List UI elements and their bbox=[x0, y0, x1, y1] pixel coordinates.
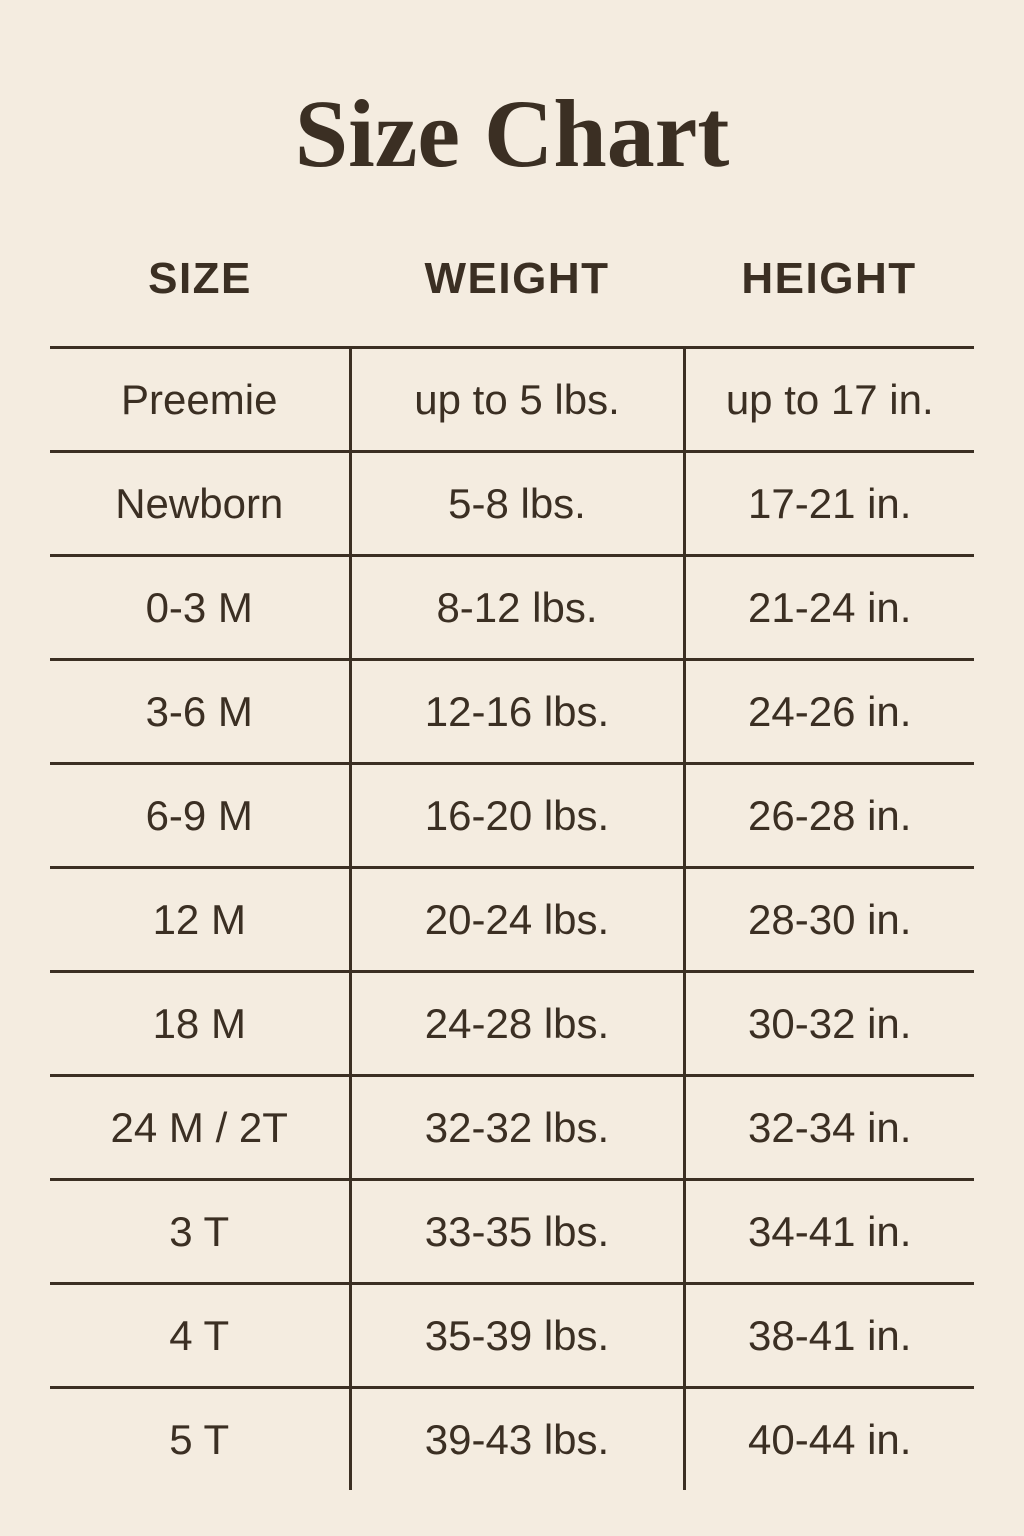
table-row bbox=[50, 1284, 974, 1388]
table-row bbox=[50, 660, 974, 764]
table-body bbox=[50, 348, 974, 1491]
cell-height: up to 17 in. bbox=[684, 348, 974, 452]
cell-height: 24-26 in. bbox=[684, 660, 974, 764]
cell-weight: 16-20 lbs. bbox=[350, 764, 684, 868]
table-row bbox=[50, 972, 974, 1076]
cell-height: 34-41 in. bbox=[684, 1180, 974, 1284]
cell-weight: 24-28 lbs. bbox=[350, 972, 684, 1076]
cell-weight: 12-16 lbs. bbox=[350, 660, 684, 764]
column-header-size: SIZE bbox=[148, 254, 252, 303]
cell-size: 3 T bbox=[50, 1180, 350, 1284]
cell-height: 40-44 in. bbox=[748, 1415, 912, 1463]
cell-weight: 35-39 lbs. bbox=[350, 1284, 684, 1388]
table-row bbox=[50, 556, 974, 660]
cell-height: 38-41 in. bbox=[684, 1284, 974, 1388]
table-row bbox=[50, 1076, 974, 1180]
cell-weight: 32-32 lbs. bbox=[350, 1076, 684, 1180]
table-row bbox=[50, 1180, 974, 1284]
table-row bbox=[50, 868, 974, 972]
column-header-weight: WEIGHT bbox=[424, 254, 610, 303]
cell-size: 12 M bbox=[50, 868, 350, 972]
cell-height: 21-24 in. bbox=[684, 556, 974, 660]
page-title: Size Chart bbox=[294, 80, 730, 187]
cell-height: 28-30 in. bbox=[684, 868, 974, 972]
cell-height: 26-28 in. bbox=[684, 764, 974, 868]
cell-size: 18 M bbox=[50, 972, 350, 1076]
table-row bbox=[50, 1388, 974, 1491]
cell-height: 32-34 in. bbox=[684, 1076, 974, 1180]
table-row bbox=[50, 452, 974, 556]
cell-size: 0-3 M bbox=[50, 556, 350, 660]
cell-size: 24 M / 2T bbox=[50, 1076, 350, 1180]
column-header-height: HEIGHT bbox=[741, 254, 917, 303]
table-header-row bbox=[50, 254, 974, 348]
cell-size: Preemie bbox=[50, 348, 350, 452]
cell-weight: 8-12 lbs. bbox=[350, 556, 684, 660]
size-chart-table-container bbox=[0, 254, 1024, 1490]
cell-size: 4 T bbox=[50, 1284, 350, 1388]
cell-height: 17-21 in. bbox=[684, 452, 974, 556]
cell-size: 5 T bbox=[50, 1388, 350, 1491]
cell-weight: 33-35 lbs. bbox=[350, 1180, 684, 1284]
cell-weight: 39-43 lbs. bbox=[350, 1388, 684, 1491]
table-row bbox=[50, 348, 974, 452]
cell-size: 3-6 M bbox=[50, 660, 350, 764]
cell-size: 6-9 M bbox=[50, 764, 350, 868]
cell-size: Newborn bbox=[50, 452, 350, 556]
table-row bbox=[50, 764, 974, 868]
size-chart-table bbox=[50, 254, 974, 1490]
table-header bbox=[50, 254, 974, 348]
cell-weight: up to 5 lbs. bbox=[350, 348, 684, 452]
cell-weight: 5-8 lbs. bbox=[350, 452, 684, 556]
cell-weight: 20-24 lbs. bbox=[350, 868, 684, 972]
cell-height: 30-32 in. bbox=[684, 972, 974, 1076]
